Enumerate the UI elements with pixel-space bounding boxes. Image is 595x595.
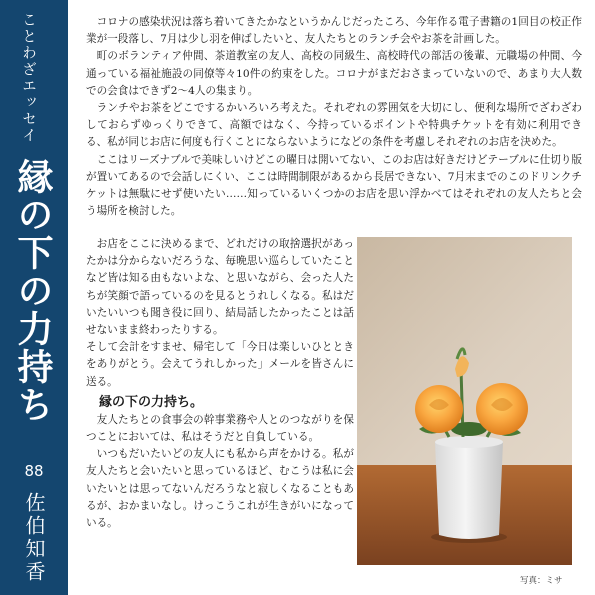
paragraph: そして会計をすませ、帰宅して「今日は楽しいひとときをありがとう。会えてうれしかった」メールを皆さんに送る。	[86, 341, 354, 388]
page-number: 88	[24, 462, 44, 480]
essay-title: 縁の下の力持ち	[12, 158, 54, 424]
sidebar	[0, 0, 68, 595]
paragraph: 町のボランティア仲間、茶道教室の友人、高校の同級生、高校時代の部活の後輩、元職場の仲間、今通っている福祉施設の同僚等々10件の約束をした。コロナがまだおさまっていないので、あまり大人数での会食はできず2〜4人の集まり。	[86, 50, 582, 97]
paragraph: 友人たちとの食事会の幹事業務や人とのつながりを保つことにおいては、私はそうだと自負している。	[86, 413, 354, 444]
paragraph: コロナの感染状況は落ち着いてきたかなというかんじだったころ、今年作る電子書籍の1回目の校正作業が一段落し、7月は少し羽を伸ばしたいと、友人たちとのランチ会やお茶を計画した。	[86, 16, 582, 46]
series-label: ことわざエッセイ	[20, 12, 36, 144]
rose-photo	[357, 237, 572, 565]
paragraph: ランチやお茶をどこでするかいろいろ考えた。それぞれの雰囲気を大切にし、便利な場所でざわざわしておらずゆっくりできて、高額ではなく、今持っているポイントや特典チケットを有効に利用できる、私が同じお店に何度も行くことにならないようになどの条件を考慮しそれぞれのお店を決めた。	[86, 102, 582, 149]
paragraph: ここはリーズナブルで美味しいけどこの曜日は開いてない、このお店は好きだけどテーブルに仕切り版が置いてあるので会話しにくい、ここは時間制限があるから長居できない、7月末までのこのドリンクチケットは無駄にせず使いたい……知っているいくつかのお店を思い浮かべてはそれぞれの友人たちと会う場所を検討した。	[86, 153, 582, 218]
paragraph: お店をここに決めるまで、どれだけの取捨選択があったかは分からないだろうな、毎晩思い巡らしていたことなど皆は知る由もないよな、と思いながら、会った人たちが笑顔で語っているのを見るとうれしくなる。私はだいたいいつも聞き役に回り、結局話したかったことは話せないまま終わったりする。	[86, 238, 354, 337]
author-name: 佐伯知香	[22, 492, 46, 584]
essay-body-bottom	[86, 236, 354, 532]
section-heading: 縁の下の力持ち。	[99, 394, 204, 410]
paragraph: いつもだいたいどの友人にも私から声をかける。私が友人たちと会いたいと思っているほど、むこうは私に会いたいとは思ってないんだろうなと寂しくなることもあるが、おかまいなし。けっこうこれが生きがいになっている。	[86, 448, 354, 530]
photo-credit: 写真：ミサ	[520, 576, 563, 586]
essay-body-top	[86, 14, 582, 220]
